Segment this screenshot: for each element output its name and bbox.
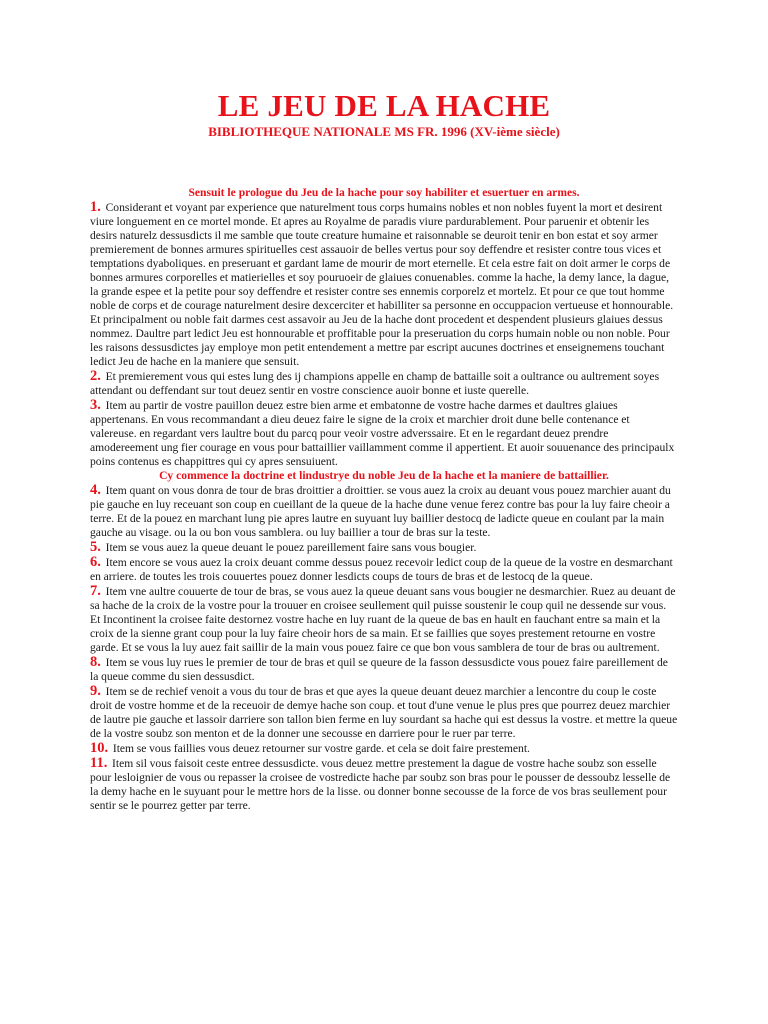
paragraph-text: Item se vous luy rues le premier de tour de bras et quil se queure de la fasson dessusdicte vous pouez faire pareillement de la queue comme du sien dessusdict. <box>90 656 668 683</box>
paragraph <box>90 398 678 469</box>
paragraph-text: Item se de rechief venoit a vous du tour de bras et que ayes la queue deuant deuez marchier a lencontre du coup le coste droit de vostre homme et de la receuoir de demye hache son coup. et tout d'une venue le plus pres que pourrez deuez marchier de lautre pie gauche et lassoir darriere son tallon bien ferme en luy sourdant sa hache qui est dessus la vostre. et mettre la queue de la vostre soubz son menton et de la donner une secousse en darriere pour le ruer par terre. <box>90 685 678 740</box>
paragraph-text: Item encore se vous auez la croix deuant comme dessus pouez recevoir ledict coup de la queue de la vostre en desmarchant en arriere. de toutes les trois couuertes pouez donner lesdicts coups de tours de bras et de lestocq de la queue. <box>90 556 673 583</box>
paragraph-number: 9. <box>90 683 101 699</box>
paragraph-number: 7. <box>90 583 101 599</box>
paragraph-number: 1. <box>90 199 101 215</box>
paragraph <box>90 540 678 555</box>
paragraph <box>90 584 678 655</box>
paragraph-text: Considerant et voyant par experience que naturelment tous corps humains nobles et non nobles fuyent la mort et desirent viure longuement en ce mortel monde. Et apres au Royalme de paradis viure pardurablement. Pour paruenir et obtenir les desirs naturelz dessusdicts il me samble que toute creature humaine et raisonnable se deuroit tenir en bon estat et soy armer premierement de bonnes armures spirituelles cest assauoir de belles vertus pour soy deffendre et resister contre tous vices et temptations dyaboliques. en preseruant et gardant lame de mourir de mort eternelle. Et cela estre fait on doit armer le corps de bonnes armures corporelles et matierielles et soy pouruoeir de glaiues conuenables. comme la hache, la demy lance, la dague, la grande espee et la petite pour soy deffendre et resister contre ses ennemis corporelz et mortelz. Et pour ce que tout homme noble de corps et de courage naturelment desire dexcerciter et habilliter sa personne en occuppacion vertueuse et honnourable. Et principalment ou noble fait darmes cest assavoir au Jeu de la hache dont procedent et despendent plusieurs glaiues dessus nommez. Daultre part ledict Jeu est honnourable et proffitable pour la preseruation du corps humain noble ou non noble. Pour les raisons dessusdictes jay employe mon petit entendement a mettre par escript aucunes doctrines et enseignemens touchant ledict Jeu de hache en la maniere que sensuit. <box>90 201 674 368</box>
paragraph <box>90 483 678 540</box>
paragraph <box>90 200 678 369</box>
paragraph-number: 5. <box>90 539 101 555</box>
paragraph <box>90 684 678 741</box>
paragraph-number: 8. <box>90 654 101 670</box>
paragraph <box>90 655 678 684</box>
paragraph <box>90 756 678 813</box>
paragraph-number: 3. <box>90 397 101 413</box>
paragraph-text: Item au partir de vostre pauillon deuez estre bien arme et embatonne de vostre hache darmes et daultres glaiues appertenans. En vous recommandant a dieu deuez faire le signe de la croix et marchier droit dune belle contenance et valereuse. en regardant vers laultre bout du parcq pour veoir vostre adverssaire. Et en le regardant deuez prendre amodereement ung fier courage en vous pour battaillier vaillamment comme il appertient. Et auoir souuenance des principaulx poins contenus es chappittres qui cy apres sensuiuent. <box>90 399 675 468</box>
paragraph-number: 11. <box>90 755 108 771</box>
section-heading-prologue: Sensuit le prologue du Jeu de la hache pour soy habiliter et esuertuer en armes. <box>188 186 580 199</box>
document-title: LE JEU DE LA HACHE <box>217 88 551 123</box>
paragraph-number: 10. <box>90 740 109 756</box>
paragraph-number: 2. <box>90 368 101 384</box>
paragraph <box>90 741 678 756</box>
paragraph-text: Et premierement vous qui estes lung des ij champions appelle en champ de battaille soit a oultrance ou aultrement soyes attendant ou deffendant sur tout deuez sentir en vostre conscience auoir bonne et iuste querelle. <box>90 370 660 397</box>
paragraph-text: Item se vous auez la queue deuant le pouez pareillement faire sans vous bougier. <box>105 541 477 554</box>
paragraph-text: Item sil vous faisoit ceste entree dessusdicte. vous deuez mettre prestement la dague de vostre hache soubz son esselle pour lesloignier de vous ou repasser la croisee de vostredicte hache par soubz son bras pour le pousser de dessoubz lesselle de la demy hache en le suyuant pour le mettre hors de la lisse. ou donner bonne secousse de la force de vos bras seullement pour sentir se le pourrez getter par terre. <box>90 757 671 812</box>
paragraph-text: Item se vous faillies vous deuez retourner sur vostre garde. et cela se doit faire prestement. <box>112 742 530 755</box>
document-subtitle: BIBLIOTHEQUE NATIONALE MS FR. 1996 (XV-ième siècle) <box>208 124 560 139</box>
section-heading-doctrine: Cy commence la doctrine et lindustrye du noble Jeu de la hache et la maniere de battaillier. <box>159 469 609 482</box>
paragraph-text: Item vne aultre couuerte de tour de bras, se vous auez la queue deuant sans vous bougier ne desmarchier. Ruez au deuant de sa hache de la croix de la vostre pour la trouuer en croisee seullement quil puisse soustenir le coup quil ne dessende sur vous. Et Incontinent la croisee faite destornez vostre hache en luy ruant de la queue de bas en hault en fauchant entre sa main et la croix de la sienne grant coup pour la luy faire cheoir hors de sa main. Et se faillies que soyes prestement retourne en vostre garde. Et se vous la luy auez fait saillir de la main vous pouez faire ce que bon vous samblera de tour de bras ou aultrement. <box>90 585 676 654</box>
paragraph <box>90 369 678 398</box>
paragraph <box>90 555 678 584</box>
document-page <box>90 82 678 813</box>
paragraph-text: Item quant on vous donra de tour de bras droittier a droittier. se vous auez la croix au deuant vous pouez marchier auant du pie gauche en luy receuant son coup en cueillant de la queue de la hache dune venue ferez contre bas pour la luy faire cheoir a terre. Et de la pouez en marchant lung pie apres lautre en suyuant luy baillier destocq de ladicte queue en coulant par la main gauche au visage. ou la ou bon vous samblera. ou luy baillier a tour de bras sur la teste. <box>90 484 671 539</box>
paragraph-number: 4. <box>90 482 101 498</box>
paragraph-number: 6. <box>90 554 101 570</box>
